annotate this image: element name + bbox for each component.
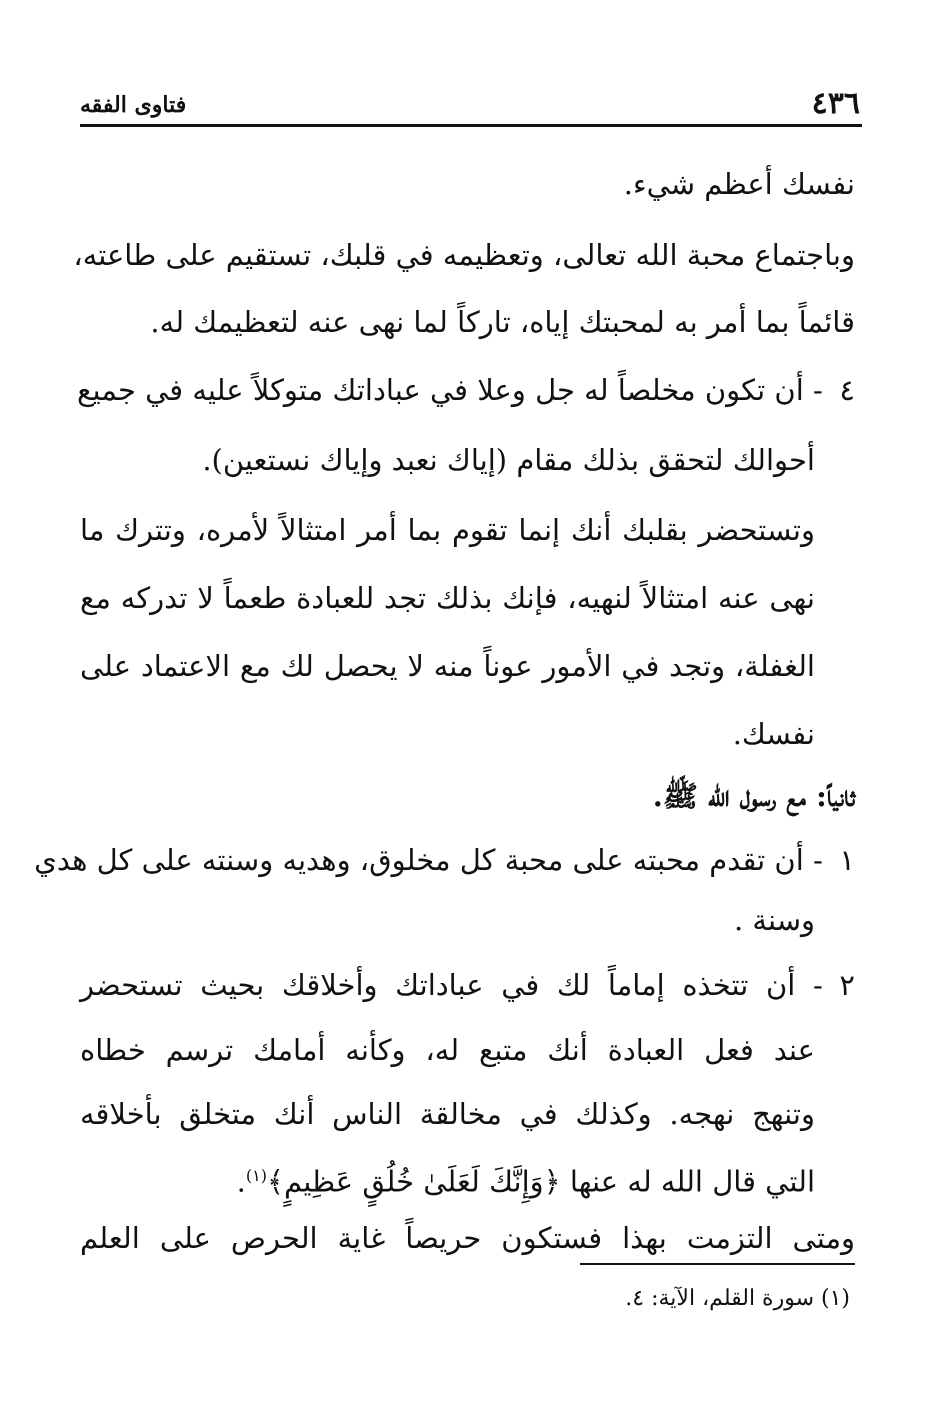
list-item-1 <box>34 830 855 890</box>
text-line: ومتى التزمت بهذا فستكون حريصاً غاية الحرص على العلم <box>80 1221 855 1255</box>
line-end: . <box>236 1164 246 1199</box>
text-line: الغفلة، وتجد في الأمور عوناً منه لا يحصل لك مع الاعتماد على <box>80 649 815 683</box>
text-line: نفسك. <box>732 717 815 751</box>
text-line: وباجتماع محبة الله تعالى، وتعظيمه في قلبك، تستقيم على طاعته، <box>73 238 855 272</box>
list-number: ٤ - <box>813 373 855 407</box>
list-number: ١ - <box>813 843 855 877</box>
list-item-text: أن تكون مخلصاً له جل وعلا في عباداتك متوكلاً عليه في جميع <box>77 373 804 407</box>
text-line: عند فعل العبادة أنك متبع له، وكأنه أمامك ترسم خطاه <box>80 1033 815 1067</box>
list-item-text: أن تتخذه إماماً لك في عباداتك وأخلاقك بحيث تستحضر <box>80 968 796 1002</box>
text-line: نفسك أعظم شيء. <box>623 167 855 201</box>
header-divider <box>80 124 862 127</box>
text-line <box>237 1146 815 1206</box>
running-title: فتاوى الفقه <box>80 92 187 118</box>
page-number: ٤٣٦ <box>811 86 860 121</box>
text-line: وتنهج نهجه. وكذلك في مخالقة الناس أنك متخلق بأخلاقه <box>80 1097 815 1131</box>
page-header <box>80 86 860 121</box>
quran-verse-line: التي قال الله له عنها ﴿وَإِنَّكَ لَعَلَىٰ خُلُقٍ عَظِيمٍ﴾ <box>266 1164 815 1199</box>
text-line: أحوالك لتحقق بذلك مقام (إياك نعبد وإياك نستعين). <box>202 443 815 477</box>
section-heading: ثانياً: مع رسول الله ﷺ. <box>652 779 855 813</box>
list-item-2 <box>80 955 855 1015</box>
footnote: (١) سورة القلم، الآية: ٤. <box>625 1286 850 1311</box>
text-line: نهى عنه امتثالاً لنهيه، فإنك بذلك تجد للعبادة طعماً لا تدركه مع <box>80 581 815 615</box>
footnote-divider <box>580 1263 855 1265</box>
text-line: قائماً بما أمر به لمحبتك إياه، تاركاً لما نهى عنه لتعظيمك له. <box>150 305 855 339</box>
text-line: وتستحضر بقلبك أنك إنما تقوم بما أمر امتثالاً لأمره، وتترك ما <box>80 513 815 547</box>
text-line: وسنة . <box>733 903 815 937</box>
footnote-reference: (١) <box>245 1166 267 1185</box>
list-item-text: أن تقدم محبته على محبة كل مخلوق، وهديه وسنته على كل هدي <box>34 843 804 877</box>
list-number: ٢ - <box>813 968 855 1002</box>
list-item-4 <box>77 360 855 420</box>
